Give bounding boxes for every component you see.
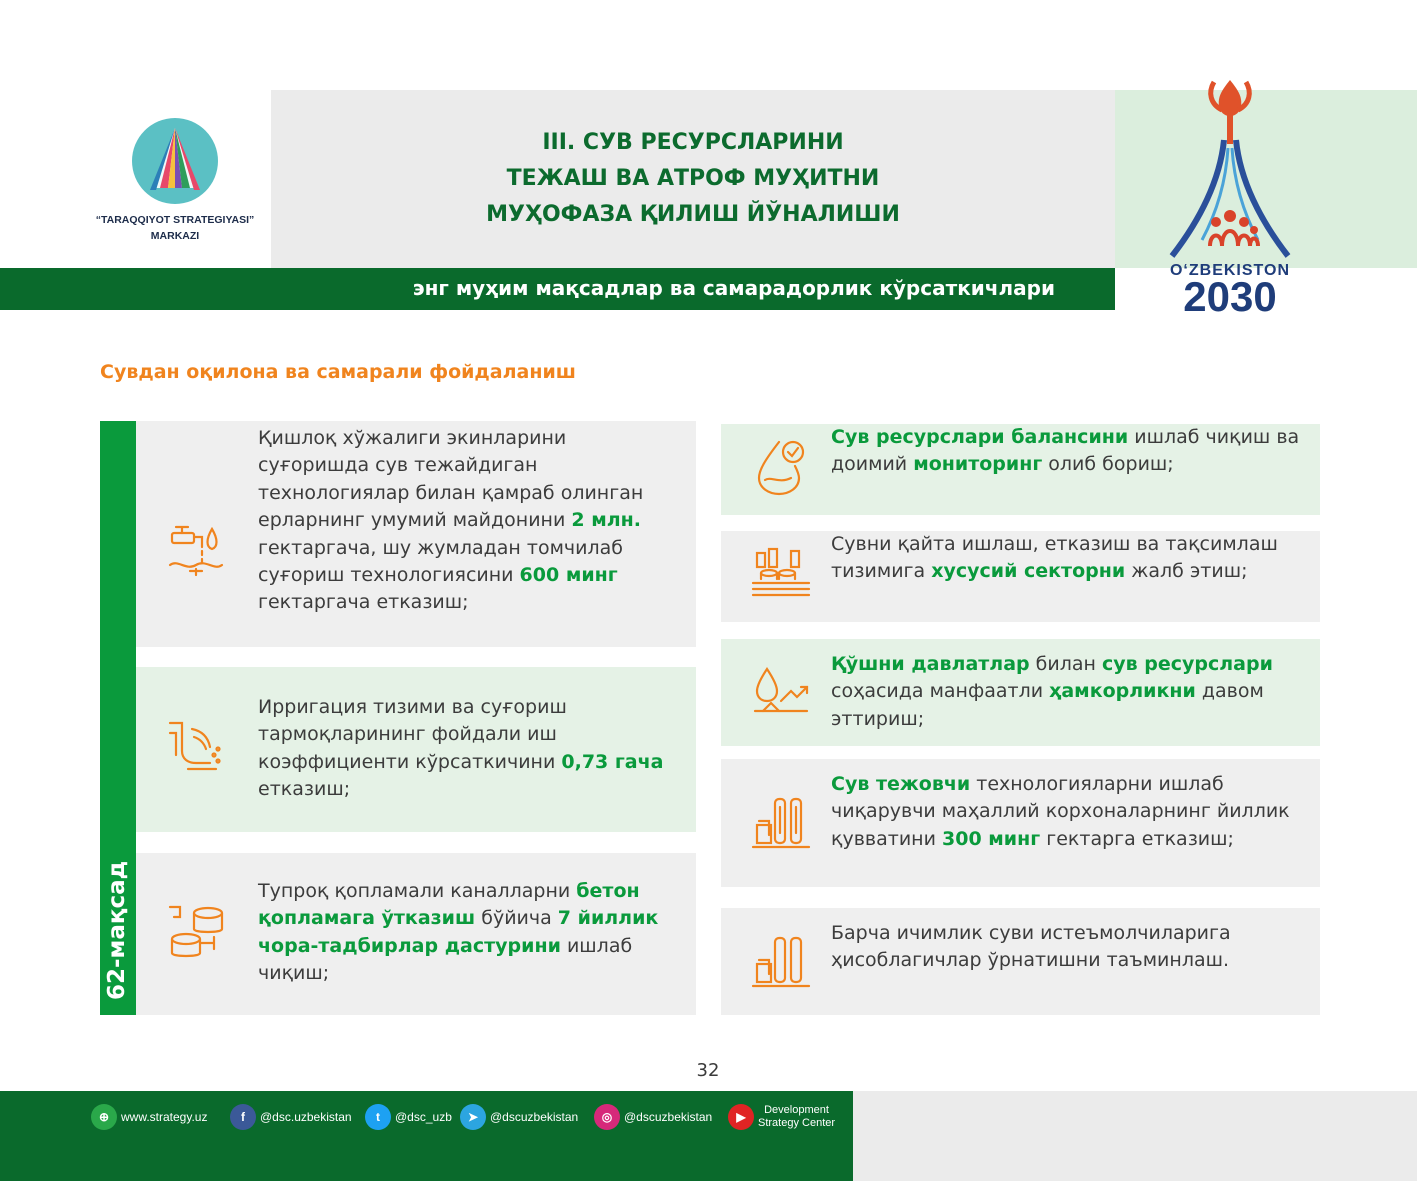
instagram-icon: ◎ [594, 1104, 620, 1130]
concrete-canal-icon [166, 901, 226, 961]
water-cooperation-icon [751, 661, 811, 721]
goal-card-text: Сув ресурслари балансини ишлаб чиқиш ва доимий мониторинг олиб бориш; [831, 426, 1300, 476]
youtube-link[interactable] [728, 1103, 835, 1131]
goal-card-text: Тупроқ қопламали каналларни бетон қопламага ўтказиш бўйича 7 йиллик чора-тадбирлар дастурини ишлаб чиқиш; [258, 880, 659, 985]
page-title-box [271, 90, 1115, 268]
faucet-water-icon [166, 519, 226, 579]
goal-card-neighbours [721, 639, 1320, 746]
subtitle: энг муҳим мақсадлар ва самарадорлик кўрсаткичлари [412, 276, 1055, 300]
water-treatment-plant-icon [751, 545, 811, 605]
org-name-line1: “TARAQQIYOT STRATEGIYASI” [95, 214, 255, 226]
goal-card-text: Қишлоқ хўжалиги экинларини суғоришда сув тежайдиган технологиялар билан қамраб олинган ерларнинг умумий майдонини 2 млн. гектаргача, шу жумладан томчилаб суғориш технологиясини 600 минг гектаргача етказиш; [258, 427, 644, 614]
water-meter-icon [751, 932, 811, 992]
section-heading: Сувдан оқилона ва самарали фойдаланиш [100, 361, 576, 383]
goal-card-private-sector [721, 531, 1320, 622]
facebook-link[interactable] [230, 1103, 352, 1131]
telegram-link[interactable] [460, 1103, 578, 1131]
title-line-1: III. СУВ РЕСУРСЛАРИНИ [542, 130, 844, 155]
youtube-icon: ▶ [728, 1104, 754, 1130]
twitter-label: @dsc_uzb [395, 1110, 452, 1124]
telegram-icon: ➤ [460, 1104, 486, 1130]
footer-grey-panel [853, 1091, 1417, 1181]
brand-word: OʻZBEKISTON [1169, 262, 1291, 279]
facebook-label: @dsc.uzbekistan [260, 1110, 352, 1124]
goal-card-text: Қўшни давлатлар билан сув ресурслари соҳасида манфаатли ҳамкорликни давом эттириш; [831, 653, 1273, 730]
title-line-3: МУҲОФАЗА ҚИЛИШ ЙЎНАЛИШИ [486, 202, 900, 227]
telegram-label: @dscuzbekistan [490, 1110, 579, 1124]
instagram-link[interactable] [594, 1103, 712, 1131]
goal-label: 62-мақсад [104, 860, 130, 1000]
water-drop-check-icon [751, 436, 811, 496]
twitter-icon: t [365, 1104, 391, 1130]
org-name-line2: MARKAZI [150, 230, 200, 242]
goal-card-text: Барча ичимлик суви истеъмолчиларига ҳисоблагичлар ўрнатишни таъминлаш. [831, 922, 1231, 972]
brand-year: 2030 [1183, 273, 1277, 320]
goal-card-irrigation-area [136, 421, 696, 647]
twitter-link[interactable] [365, 1103, 452, 1131]
goal-card-text: Сув тежовчи технологияларни ишлаб чиқарувчи маҳаллий корхоналарнинг йиллик қувватини 300 минг гектарга етказиш; [831, 773, 1290, 850]
goal-card-water-meters [721, 908, 1320, 1015]
irrigation-pipe-icon [166, 715, 226, 775]
instagram-label: @dscuzbekistan [624, 1110, 713, 1124]
website-label: www.strategy.uz [121, 1110, 208, 1124]
goal-card-water-balance [721, 424, 1320, 515]
dsc-emblem-icon [132, 118, 218, 204]
dsc-logo [70, 118, 280, 244]
goal-card-text: Сувни қайта ишлаш, етказиш ва тақсимлаш тизимига хусусий секторни жалб этиш; [831, 533, 1278, 583]
water-factory-icon [751, 793, 811, 853]
website-link[interactable] [91, 1103, 207, 1131]
youtube-label-line1: Development [764, 1104, 829, 1116]
facebook-icon: f [230, 1104, 256, 1130]
page-number: 32 [696, 1060, 720, 1081]
goal-card-canals [136, 853, 696, 1015]
goal-card-local-producers [721, 759, 1320, 887]
globe-icon: ⊕ [91, 1104, 117, 1130]
youtube-label-line2: Strategy Center [758, 1117, 836, 1129]
title-line-2: ТЕЖАШ ВА АТРОФ МУҲИТНИ [506, 166, 880, 191]
goal-card-irrigation-efficiency [136, 667, 696, 832]
goal-card-text: Ирригация тизими ва суғориш тармоқларининг фойдали иш коэффициенти кўрсаткичини 0,73 гача етказиш; [258, 696, 664, 801]
